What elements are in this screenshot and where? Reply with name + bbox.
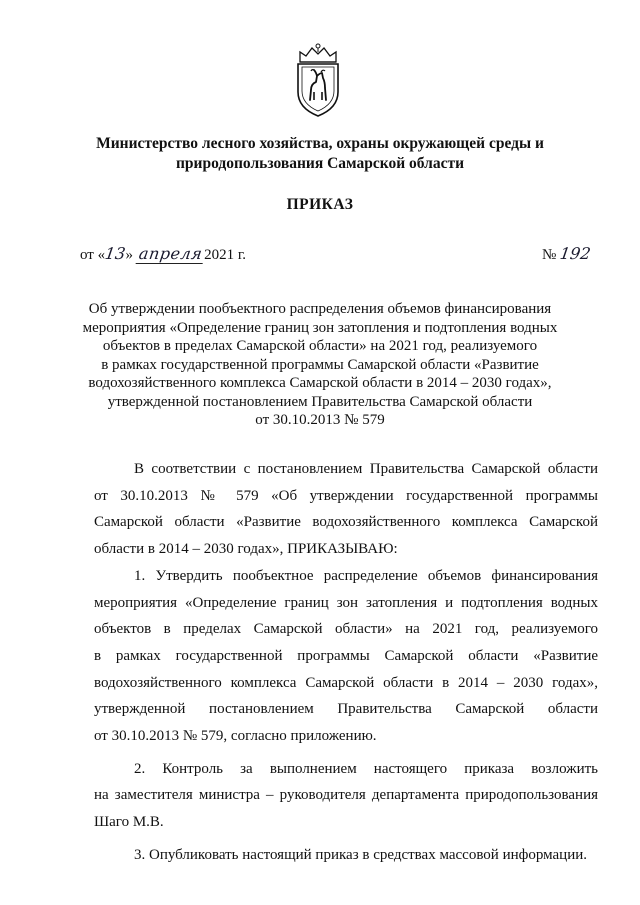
item-1-paragraph [94,563,598,750]
subject-line: Об утверждении пообъектного распределения объемов финансирования [88,301,552,317]
item-1-line: мероприятия «Определение границ зон затопления и подтопления водных [94,594,598,611]
item-2-line: 2. Контроль за выполнением настоящего приказа возложить [134,760,598,777]
preamble-line: области в 2014 – 2030 годах», ПРИКАЗЫВАЮ: [94,541,398,558]
preamble-paragraph [94,456,598,563]
date-day-close: » [125,247,133,263]
item-2-paragraph [94,756,598,836]
preamble-line: В соответствии с постановлением Правительства Самарской области [134,461,598,477]
preamble-line: от 30.10.2013 № 579 «Об утверждении государственной программы [94,487,598,504]
subject-line: объектов в пределах Самарской области» на 2021 год, реализуемого [102,338,538,354]
subject-line: в рамках государственной программы Самарской области «Развитие [101,356,539,373]
item-1-line: от 30.10.2013 № 579, согласно приложению. [94,728,377,745]
date-prefix: от « [80,247,106,263]
number-prefix: № [542,247,557,263]
order-date [80,244,246,264]
ministry-line-2: природопользования Самарской области [175,155,465,172]
item-1-line: водохозяйственного комплекса Самарской области в 2014 – 2030 годах», [94,674,598,691]
subject-line: утвержденной постановлением Правительства Самарской области [107,393,533,410]
date-month-handwritten: апреля [135,244,205,264]
item-2-line: Шаго М.В. [94,814,164,831]
preamble-line: Самарской области «Развитие водохозяйственного комплекса Самарской [94,514,598,531]
subject-line: водохозяйственного комплекса Самарской области в 2014 – 2030 годах», [88,375,552,391]
subject-line: от 30.10.2013 № 579 [255,412,385,428]
item-1-line: объектов в пределах Самарской области» на 2021 год, реализуемого [94,621,598,638]
item-3-line: 3. Опубликовать настоящий приказ в средствах массовой информации. [134,846,588,863]
item-1-line: 1. Утвердить пообъектное распределение объемов финансирования [134,567,598,584]
order-subject [0,300,640,430]
order-number [542,244,591,264]
ministry-name [0,134,640,174]
item-2-line: на заместителя министра – руководителя департамента природопользования [94,787,598,804]
item-1-line: утвержденной постановлением Правительства Самарской области [94,701,598,718]
subject-line: мероприятия «Определение границ зон затопления и подтопления водных [82,319,558,336]
coat-of-arms-icon [292,42,344,118]
item-1-line: в рамках государственной программы Самарской области «Развитие [94,647,598,664]
ministry-line-1: Министерство лесного хозяйства, охраны окружающей среды и [96,135,544,152]
order-title: ПРИКАЗ [286,196,354,213]
order-body [94,456,598,869]
date-day-handwritten: 13 [103,244,127,263]
number-handwritten: 192 [558,244,592,263]
item-3-paragraph [94,842,598,869]
date-year: 2021 г. [204,247,247,263]
